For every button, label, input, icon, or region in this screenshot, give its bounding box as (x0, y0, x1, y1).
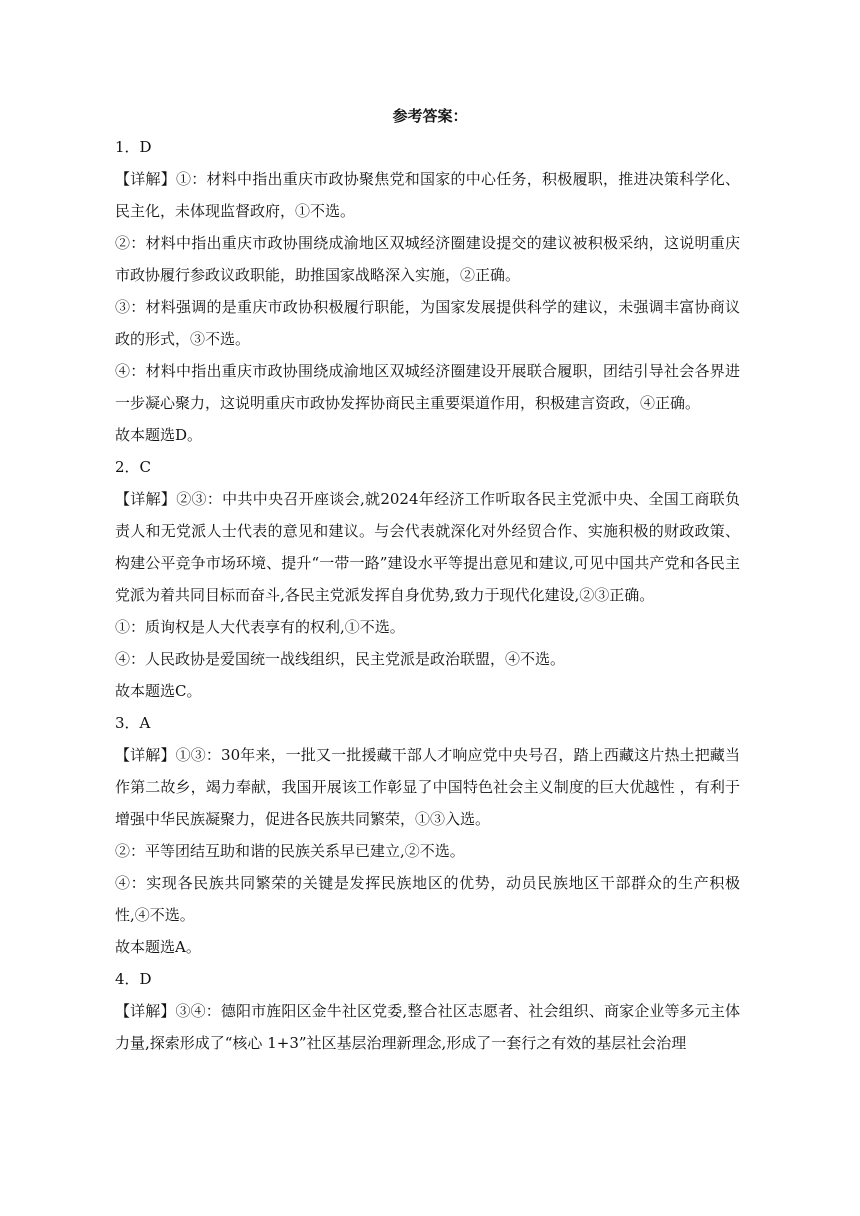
answer-number: 3．A (115, 714, 151, 732)
answer-paragraph: ③：材料强调的是重庆市政协积极履行职能，为国家发展提供科学的建议，未强调丰富协商议政的形式，③不选。 (115, 298, 740, 348)
answer-paragraph: ④：人民政协是爱国统一战线组织，民主党派是政治联盟，④不选。 (115, 650, 566, 668)
answer-paragraph: ④：材料中指出重庆市政协围绕成渝地区双城经济圈建设开展联合履职，团结引导社会各界进一步凝心聚力，这说明重庆市政协发挥协商民主重要渠道作用，积极建言资政，④正确。 (115, 362, 740, 412)
answer-paragraph: ②：平等团结互助和谐的民族关系早已建立,②不选。 (115, 842, 465, 860)
page-title: 参考答案： (392, 107, 468, 125)
answer-paragraph: ④：实现各民族共同繁荣的关键是发挥民族地区的优势，动员民族地区干部群众的生产积极性,④不选。 (115, 874, 740, 924)
answer-number: 2．C (115, 458, 152, 476)
answer-paragraph: 【详解】②③：中共中央召开座谈会,就2024年经济工作听取各民主党派中央、全国工商联负责人和无党派人士代表的意见和建议。与会代表就深化对外经贸合作、实施积极的财政政策、构建公平竞争市场环境、提升“一带一路”建设水平等提出意见和建议,可见中国共产党和各民主党派为着共同目标而奋斗,各民主党派发挥自身优势,致力于现代化建设,②③正确。 (115, 490, 740, 604)
answer-number: 1．D (115, 138, 152, 156)
answer-paragraph: ②：材料中指出重庆市政协围绕成渝地区双城经济圈建设提交的建议被积极采纳，这说明重庆市政协履行参政议政职能，助推国家战略深入实施，②正确。 (115, 234, 740, 284)
answer-paragraph: 【详解】③④：德阳市旌阳区金牛社区党委,整合社区志愿者、社会组织、商家企业等多元主体力量,探索形成了“核心 1+3”社区基层治理新理念,形成了一套行之有效的基层社会治理 (115, 1002, 740, 1052)
answer-conclusion: 故本题选C。 (115, 682, 202, 700)
answer-paragraph: ①：质询权是人大代表享有的权利,①不选。 (115, 618, 405, 636)
answer-paragraph: 【详解】①③：30年来，一批又一批援藏干部人才响应党中央号召，踏上西藏这片热土把藏当作第二故乡，竭力奉献，我国开展该工作彰显了中国特色社会主义制度的巨大优越性 ，有利于增强中华民族凝聚力，促进各民族共同繁荣，①③入选。 (115, 746, 740, 828)
answer-paragraph: 【详解】①：材料中指出重庆市政协聚焦党和国家的中心任务，积极履职，推进决策科学化、民主化，未体现监督政府，①不选。 (115, 170, 740, 220)
answer-conclusion: 故本题选A。 (115, 938, 201, 956)
answer-conclusion: 故本题选D。 (115, 426, 203, 444)
answer-number: 4．D (115, 970, 152, 988)
answer-content (115, 131, 740, 1059)
